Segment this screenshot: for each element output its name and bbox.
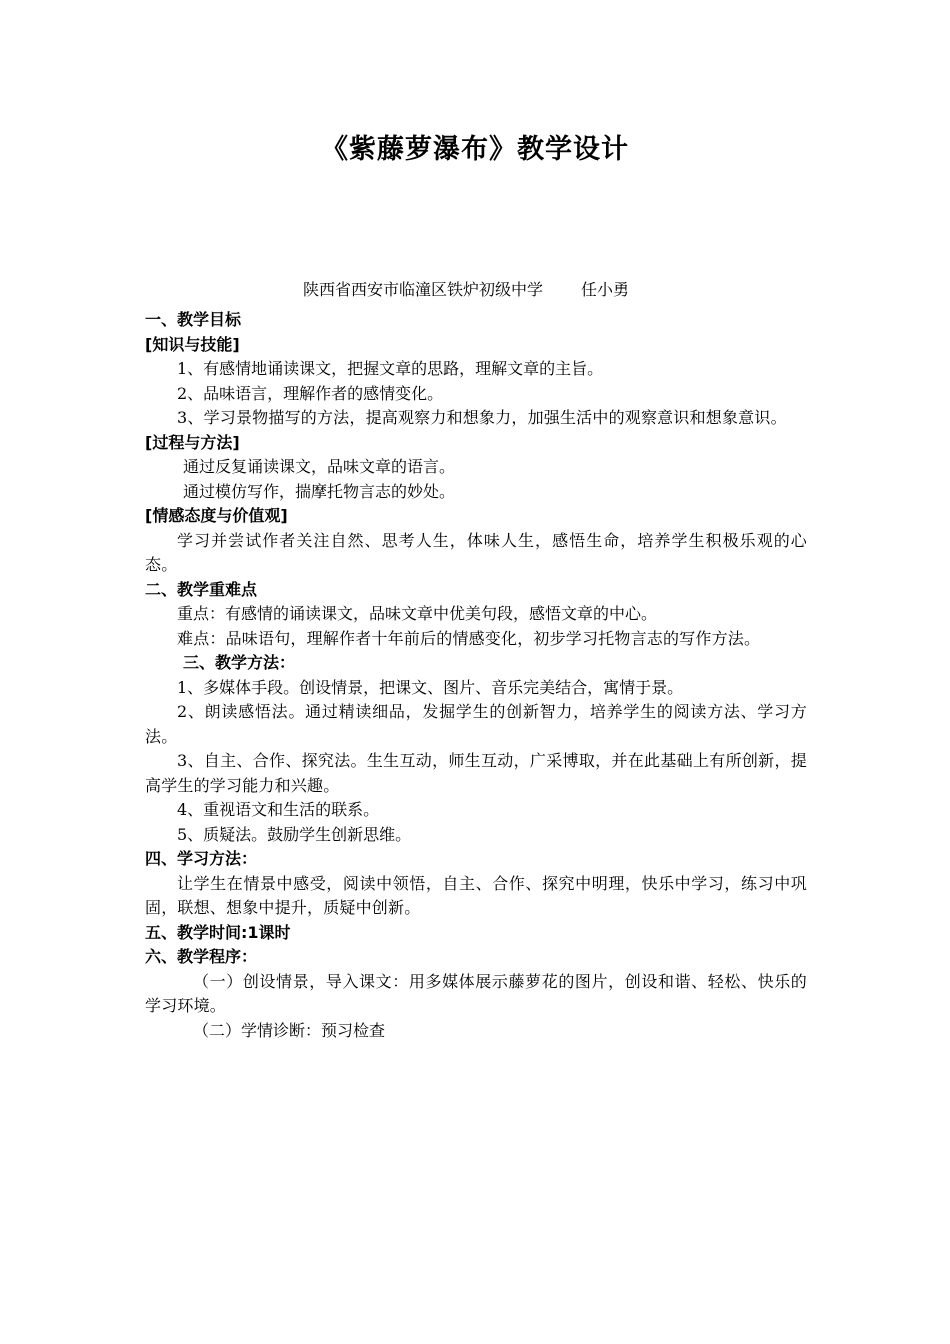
procedure-item: （一）创设情景，导入课文：用多媒体展示藤萝花的图片，创设和谐、轻松、快乐的学习环境。 (145, 971, 807, 1015)
key-point-focus: 重点：有感情的诵读课文，品味文章中优美句段，感悟文章的中心。 (177, 604, 658, 623)
knowledge-item: 1、有感情地诵读课文，把握文章的思路，理解文章的主旨。 (177, 359, 604, 378)
section-heading-procedure: 六、教学程序： (145, 947, 258, 966)
procedure-item: （二）学情诊断：预习检查 (193, 1020, 386, 1040)
section-heading-study-methods: 四、学习方法： (145, 849, 258, 868)
study-methods-text: 让学生在情景中感受，阅读中领悟，自主、合作、探究中明理，快乐中学习，练习中巩固，联想、想象中提升，质疑中创新。 (145, 873, 807, 917)
subheading-knowledge: [知识与技能] (145, 334, 240, 354)
school-name: 陕西省西安市临潼区铁炉初级中学 (303, 280, 544, 299)
author-name: 任小勇 (581, 280, 630, 299)
author-line (303, 278, 629, 302)
subheading-process: [过程与方法] (145, 432, 240, 452)
process-item: 通过反复诵读课文，品味文章的语言。 (183, 457, 456, 476)
emotion-text: 学习并尝试作者关注自然、思考人生，体味人生，感悟生命，培养学生积极乐观的心态。 (145, 530, 807, 574)
method-item: 3、自主、合作、探究法。生生互动，师生互动，广采博取，并在此基础上有所创新，提高学生的学习能力和兴趣。 (145, 751, 807, 795)
method-item: 1、多媒体手段。创设情景，把课文、图片、音乐完美结合，寓情于景。 (177, 677, 684, 697)
method-item: 5、质疑法。鼓励学生创新思维。 (177, 824, 412, 844)
knowledge-item: 3、学习景物描写的方法，提高观察力和想象力，加强生活中的观察意识和想象意识。 (177, 408, 787, 427)
knowledge-item: 2、品味语言，理解作者的感情变化。 (177, 383, 444, 403)
document-body (145, 308, 807, 1043)
section-heading-time: 五、教学时间:1课时 (145, 922, 291, 942)
section-heading-methods: 三、教学方法： (183, 653, 296, 672)
section-heading-objectives: 一、教学目标 (145, 310, 242, 329)
method-item: 2、朗读感悟法。通过精读细品，发掘学生的创新智力，培养学生的阅读方法、学习方法。 (145, 702, 807, 746)
section-heading-key-points: 二、教学重难点 (145, 579, 258, 599)
method-item: 4、重视语文和生活的联系。 (177, 800, 380, 819)
process-item: 通过模仿写作，揣摩托物言志的妙处。 (183, 481, 456, 501)
subheading-emotion: [情感态度与价值观] (145, 506, 288, 525)
document-title: 《紫藤萝瀑布》教学设计 (321, 134, 629, 165)
key-point-difficulty: 难点：品味语句，理解作者十年前后的情感变化，初步学习托物言志的写作方法。 (177, 628, 761, 648)
